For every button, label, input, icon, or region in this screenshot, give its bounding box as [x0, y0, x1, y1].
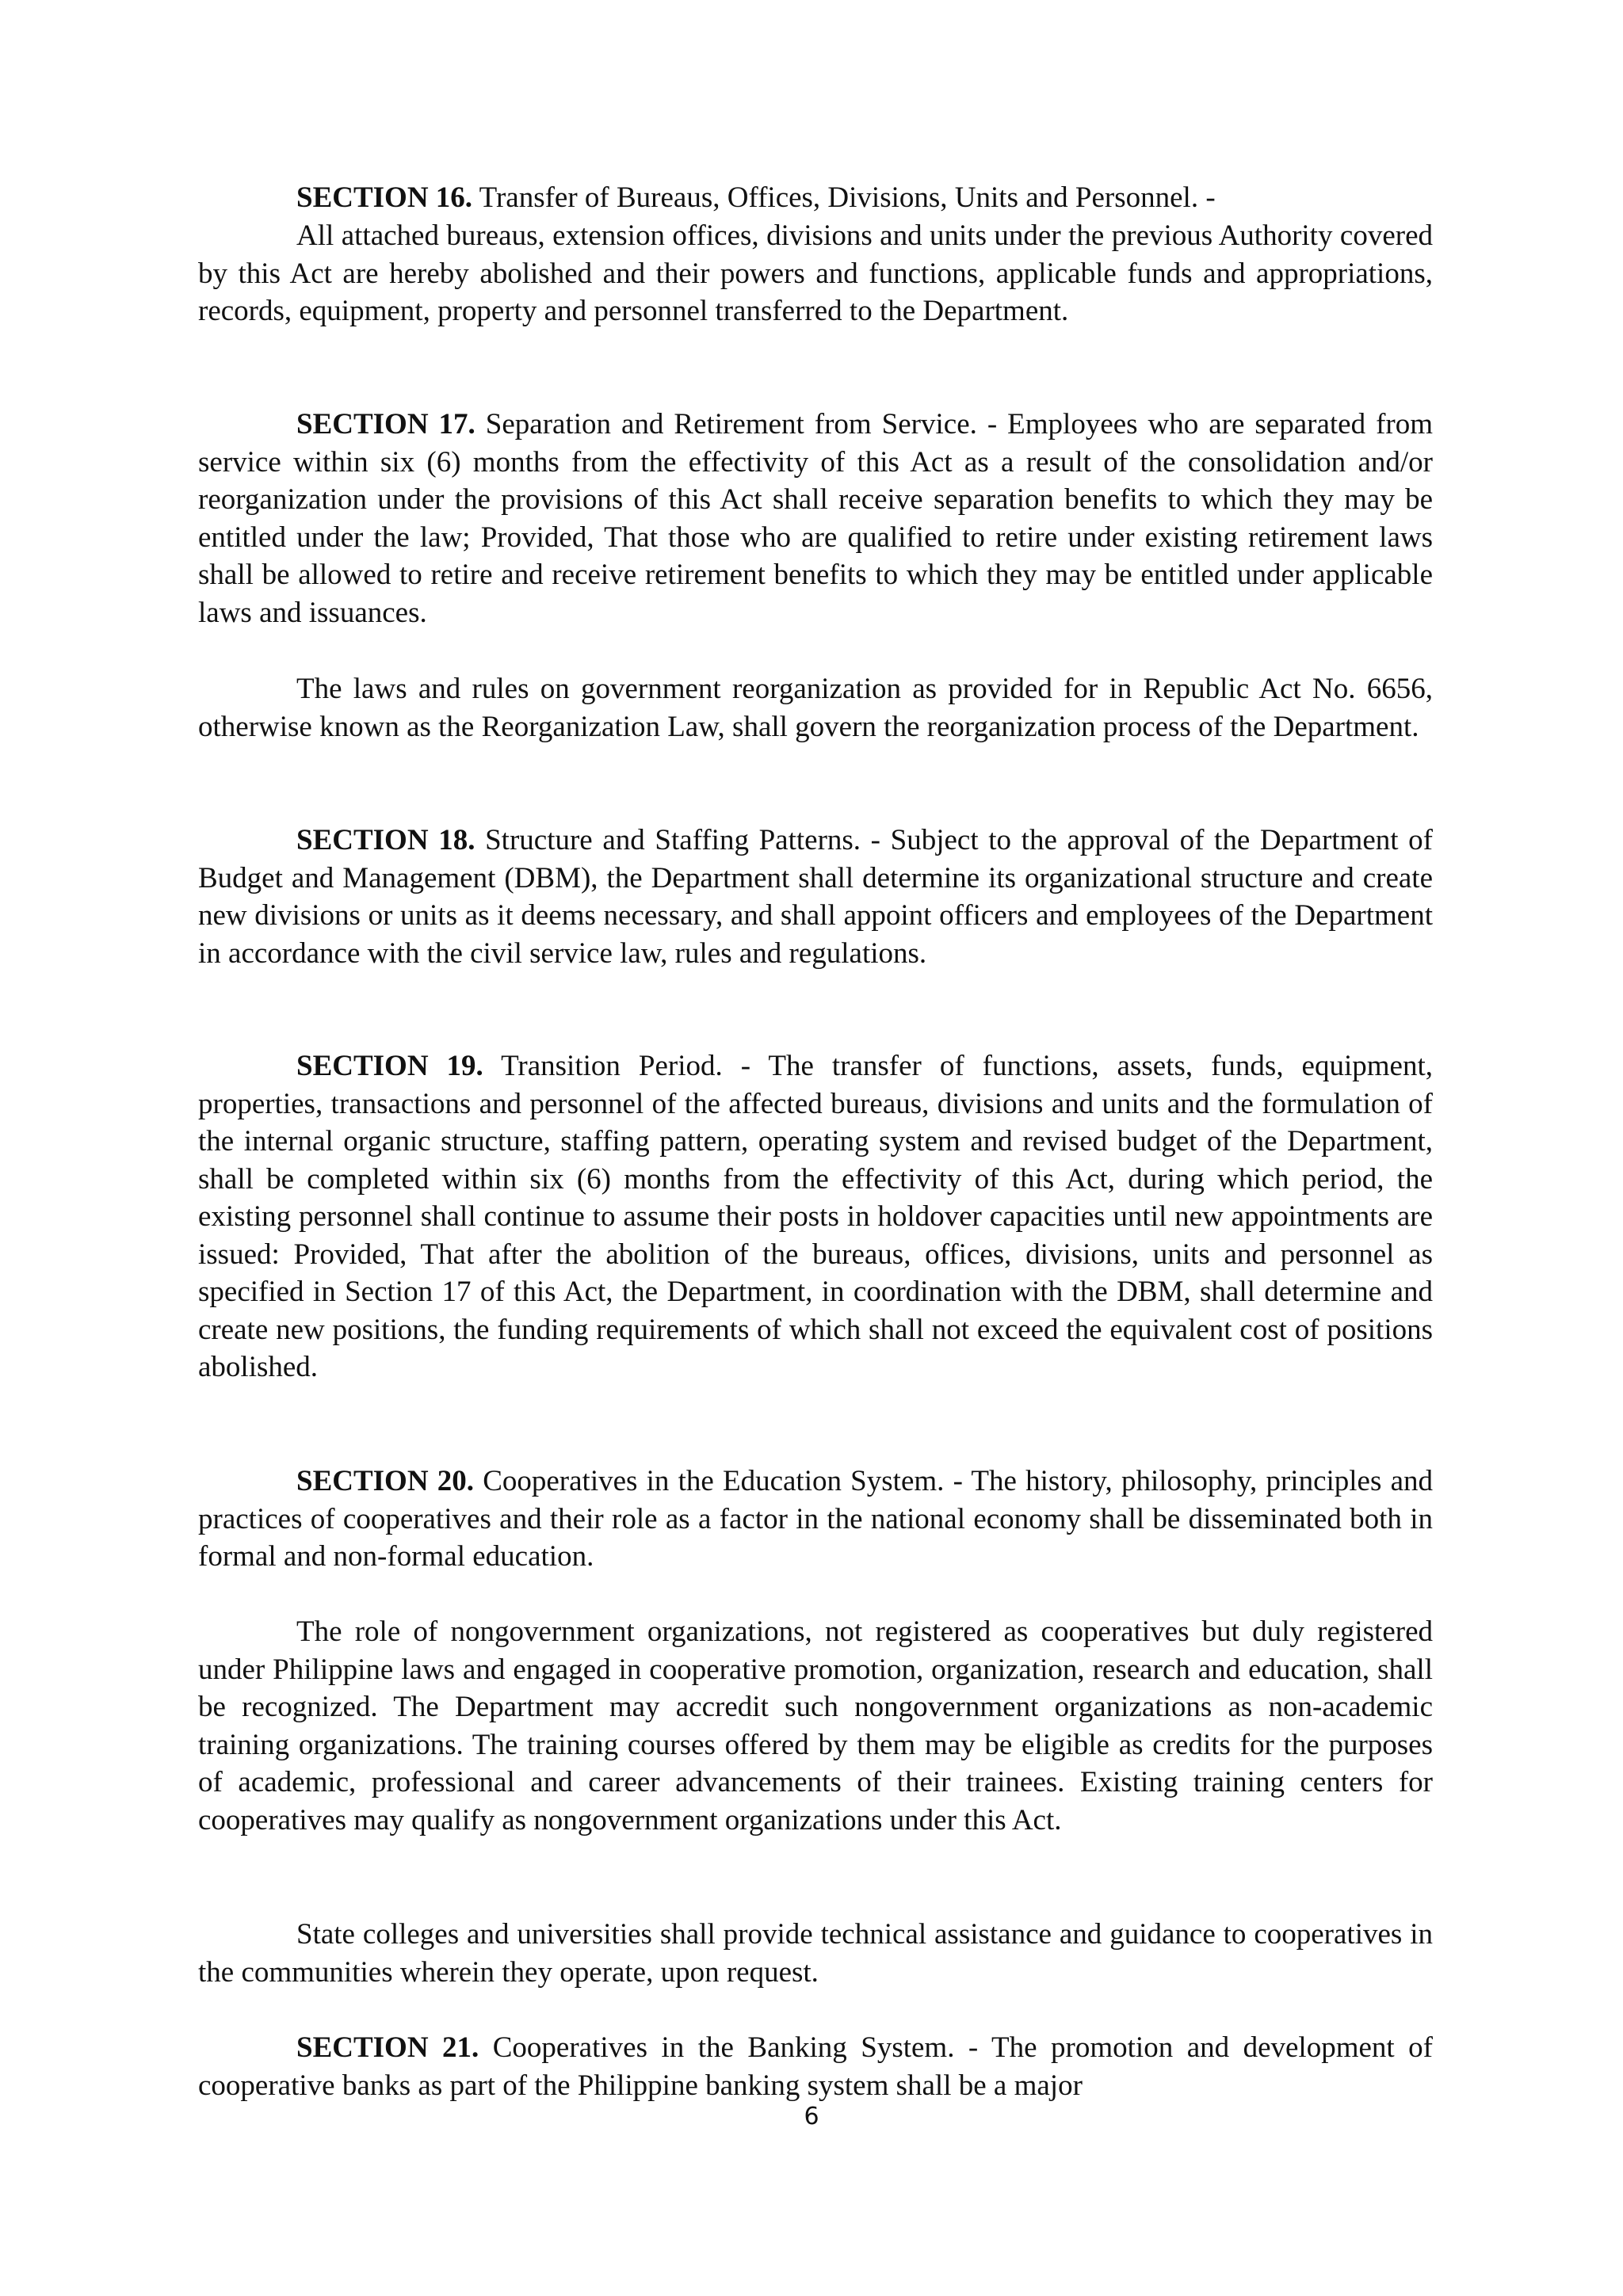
section-20-nongovernment-paragraph — [198, 1613, 1433, 1839]
section-21-paragraph — [198, 2029, 1433, 2104]
section-heading: SECTION 18. — [296, 824, 475, 856]
section-20-colleges-paragraph — [198, 1916, 1433, 1991]
paragraph-text: Separation and Retirement from Service. - Employees who are separated from service within six (6) months from the effectivity of this Act as a result of the consolidation and/or reorganization under the provisions of this Act shall receive separation benefits to which they may be entitled under the law; Provided, That those who are qualified to retire under existing retirement laws shall be allowed to retire and receive retirement benefits to which they may be entitled under applicable laws and issuances. — [198, 408, 1433, 629]
paragraph-text: Cooperatives in the Banking System. - The promotion and development of cooperative banks as part of the Philippine banking system shall be a major — [198, 2031, 1433, 2102]
paragraph-text: State colleges and universities shall provide technical assistance and guidance to cooperatives in the communities wherein they operate, upon request. — [198, 1918, 1433, 1989]
page-number: 6 — [804, 2103, 819, 2130]
section-title: Transfer of Bureaus, Offices, Divisions, Units and Personnel. - — [472, 181, 1216, 214]
paragraph-text: The laws and rules on government reorganization as provided for in Republic Act No. 6656, otherwise known as the Reorganization Law, shall govern the reorganization process of the Department. — [198, 673, 1433, 743]
section-17-paragraph — [198, 406, 1433, 631]
section-16-body-paragraph — [198, 217, 1433, 330]
section-heading: SECTION 16. — [296, 181, 473, 214]
paragraph-text: Cooperatives in the Education System. - The history, philosophy, principles and practices of cooperatives and their role as a factor in the national economy shall be disseminated both in formal and non-formal education. — [198, 1465, 1433, 1573]
section-heading: SECTION 19. — [296, 1050, 483, 1082]
paragraph-text: All attached bureaus, extension offices, divisions and units under the previous Authority covered by this Act are hereby abolished and their powers and functions, applicable funds and appropriations, records, equipment, property and personnel transferred to the Department. — [198, 219, 1433, 327]
paragraph-text: Structure and Staffing Patterns. - Subject to the approval of the Department of Budget and Management (DBM), the Department shall determine its organizational structure and create new divisions or units as it deems necessary, and shall appoint officers and employees of the Department in accordance with the civil service law, rules and regulations. — [198, 824, 1433, 970]
paragraph-text: Transition Period. - The transfer of functions, assets, funds, equipment, properties, transactions and personnel of the affected bureaus, divisions and units and the formulation of the internal organic structure, staffing pattern, operating system and revised budget of the Department, shall be completed within six (6) months from the effectivity of this Act, during which period, the existing personnel shall continue to assume their posts in holdover capacities until new appointments are issued: Provided, That after the abolition of the bureaus, offices, divisions, units and personnel as specified in Section 17 of this Act, the Department, in coordination with the DBM, shall determine and create new positions, the funding requirements of which shall not exceed the equivalent cost of positions abolished. — [198, 1050, 1433, 1383]
section-18-paragraph — [198, 822, 1433, 972]
paragraph-text: The role of nongovernment organizations, not registered as cooperatives but duly registered under Philippine laws and engaged in cooperative promotion, organization, research and education, shall be recognized. The Department may accredit such nongovernment organizations as non-academic training organizations. The training courses offered by them may be eligible as credits for the purposes of academic, professional and career advancements of their trainees. Existing training centers for cooperatives may qualify as nongovernment organizations under this Act. — [198, 1615, 1433, 1836]
section-16-heading-paragraph — [198, 179, 1433, 217]
section-heading: SECTION 21. — [296, 2031, 479, 2064]
section-17-reorganization-paragraph — [198, 670, 1433, 746]
section-19-paragraph — [198, 1047, 1433, 1386]
section-heading: SECTION 17. — [296, 408, 475, 441]
section-20-paragraph — [198, 1463, 1433, 1576]
section-heading: SECTION 20. — [296, 1465, 474, 1497]
